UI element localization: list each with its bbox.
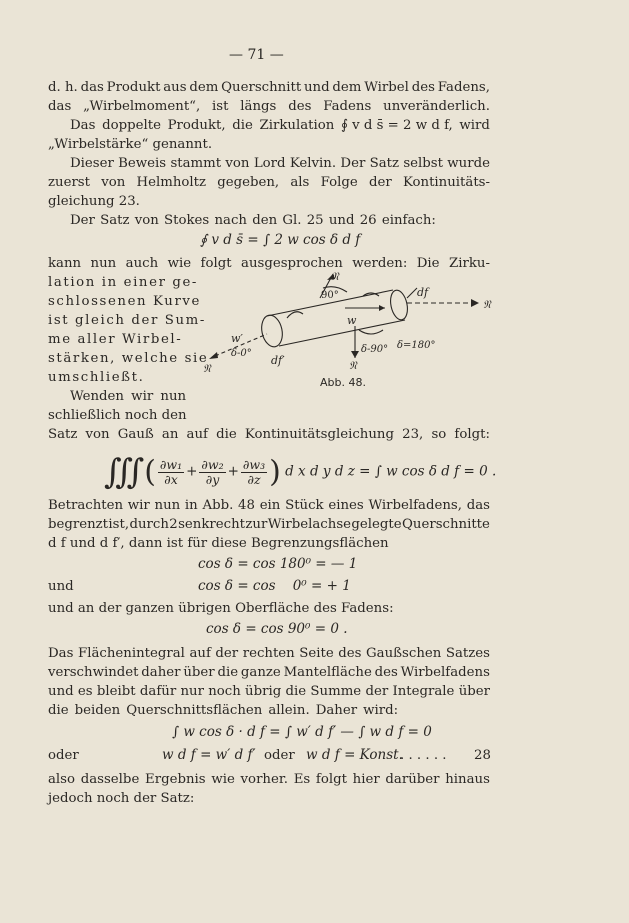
word: d. h. [48,80,78,95]
stokes-equation: ∮ v d s̄ = ∫ 2 w cos δ d f [200,232,361,248]
text-line: gleichung 23. [48,194,140,209]
text-line: schließlich noch den [48,408,187,423]
fraction: $\frac{\text{∂w₁}}{\partial x}$ [159,456,183,487]
text-line [48,98,490,115]
word: bleibt [96,684,136,699]
word: also [48,772,76,787]
word: Dieser [70,156,114,171]
word: die [217,665,239,680]
word: und [303,80,330,95]
text-line: stärken, welche sie [48,351,209,366]
text-line [48,426,490,443]
word: nur [180,684,204,699]
word: folgt [315,772,347,787]
word: Wirbelachse [267,517,352,532]
text-line: „Wirbelstärke“ genannt. [48,137,213,152]
word: Stück [285,498,324,513]
label-delta90: δ-90° [361,344,389,355]
leader-dots: . . . . . . [400,748,447,763]
label-delta180: δ=180° [397,340,436,351]
label-df-prime: df′ [271,354,285,367]
vortex-tube-figure [195,268,495,373]
oder-word: oder [264,748,295,763]
integral-difference-equation: ∫ w cos δ · d f = ∫ w′ d f′ — ∫ w d f = 0 [172,724,432,740]
word: Daher [315,703,358,718]
word: wird [459,118,490,133]
word: rechten [242,646,295,661]
word: folgt [200,256,232,271]
word: nun [154,498,181,513]
word: Kelvin. [289,156,337,171]
text-line: ist gleich der Sum- [48,313,206,328]
text-line [48,174,490,191]
word: Kontinuitätsgleichung [244,427,394,442]
word: Kontinuitäts- [402,175,490,190]
word: begrenzt [48,517,109,532]
word: wir [127,498,150,513]
word: ausgesprochen [241,256,343,271]
tube-bottom-edge [279,320,405,346]
word: übrig [245,684,282,699]
word: auch [125,256,159,271]
gauss-rest: d x d y d z = ∫ w cos δ d f = 0 . [285,463,497,480]
word: die [216,427,237,442]
arrow-head [471,299,479,307]
word: auf [189,646,211,661]
wdf-equation: w d f = w′ d f′ [162,747,256,763]
word: dem [332,80,362,95]
word: Flächenintegral [77,646,185,661]
text-line: lation in einer ge- [48,275,199,290]
word: Betrachten [48,498,124,513]
plus-sign: + [227,463,239,480]
label-n-bottom: 𝔑 [349,359,357,372]
label-delta0: δ-0° [231,348,252,359]
word: Wirbel [364,80,409,95]
text-line [70,117,490,134]
word: Produkt, [167,118,226,133]
word: der [368,175,392,190]
word: ist [212,99,229,114]
word: wurde [447,156,490,171]
word: an [161,427,179,442]
word: Produkt [106,80,161,95]
plus-sign: + [186,463,198,480]
word: Das [70,118,96,133]
word: Abb. [202,498,234,513]
text-line [48,645,490,662]
paren-close: ) [269,454,281,490]
word: wie [211,772,235,787]
circulation-arc [287,312,303,318]
word: Wirbelfadens [400,665,490,680]
cos0-equation: cos δ = cos 0⁰ = + 1 [198,578,351,594]
word: von [85,427,110,442]
word: zuerst [48,175,90,190]
word: Es [293,772,311,787]
word: noch [208,684,241,699]
word: Folge [320,175,358,190]
word: Querschnitt [221,80,302,95]
word: ∮ v d s̄ = 2 w d f, [341,118,453,133]
word: ist, [108,517,130,532]
word: Seite [299,646,334,661]
label-angle90-top: 90° [321,290,339,301]
word: gegeben, [217,175,280,190]
fraction: $\frac{\text{∂w₂}}{\partial y}$ [201,456,224,487]
text-line: me aller Wirbel- [48,332,183,347]
word: folgt: [454,427,490,442]
word: wie [167,256,192,271]
word: Lord [253,156,286,171]
word: durch [129,517,169,532]
cos180-equation: cos δ = cos 180⁰ = — 1 [198,556,358,572]
word: unveränderlich. [383,99,490,114]
arrow-head [351,351,359,358]
paren-open: ( [144,454,156,490]
word: so [431,427,447,442]
word: dafür [139,684,177,699]
word: Ergebnis [145,772,206,787]
word: verschwindet [48,665,139,680]
word: der [215,646,239,661]
word: Mantelfläche [283,665,372,680]
word: die [285,684,307,699]
word: kann [48,256,82,271]
word: selbst [403,156,443,171]
word: in [184,498,198,513]
word: des [374,665,398,680]
right-cross-section [388,289,410,322]
word: zur [245,517,268,532]
word: allein. [268,703,310,718]
word: des [411,80,435,95]
text-line: schlossenen Kurve [48,294,201,309]
word: stammt [170,156,222,171]
equation-number: 28 [474,748,491,763]
arrow-head [379,305,385,311]
text-line: d f und d f′, dann ist für diese Begrenzungsflächen [48,536,389,551]
word: daher [141,665,181,680]
word: dasselbe [80,772,140,787]
text-line [48,79,490,96]
label-n-right: 𝔑 [483,298,491,311]
word: der [365,684,389,699]
word: werden: [352,256,408,271]
page-number: — 71 — [229,47,284,63]
gauss-equation [104,452,496,492]
text-line [70,155,490,172]
text-line [48,664,490,681]
word: wird: [363,703,399,718]
label-n-top: 𝔑 [331,270,339,283]
word: aus [163,80,187,95]
word: Der [340,156,366,171]
word: über [183,665,215,680]
word: Das [48,646,74,661]
word: Wirbelfadens, [368,498,462,513]
word: Querschnitte [402,517,490,532]
text-line [48,702,490,719]
word: Fadens, [437,80,490,95]
arrow-head [209,352,218,359]
word: 2 [169,517,178,532]
word: ein [259,498,281,513]
word: „Wirbelmoment“, [83,99,201,114]
word: Helmholtz [136,175,206,190]
label-w: w [347,314,357,327]
word: eines [328,498,364,513]
word: das [80,80,104,95]
word: auf [186,427,208,442]
word: 23, [402,427,424,442]
text-line [48,497,490,514]
word: über [458,684,490,699]
word: 48 [238,498,255,513]
word: es [77,684,93,699]
wdf-const-equation: w d f = Konst. [306,747,403,763]
word: beiden [74,703,121,718]
word: Fadens [323,99,372,114]
text-line: jedoch noch der Satz: [48,791,195,806]
df-leader [407,288,417,298]
text-line: und [48,579,74,594]
word: Integrale [392,684,455,699]
word: Summe [310,684,362,699]
fraction: $\frac{\text{∂w₃}}{\partial z}$ [242,456,266,487]
triple-integral: ∭ [104,452,139,492]
word: und [48,684,74,699]
word: das [466,498,490,513]
text-line: und an der ganzen übrigen Oberfläche des Fadens: [48,601,394,616]
word: vorher. [240,772,288,787]
word: von [225,156,250,171]
figure-caption: Abb. 48. [320,376,366,389]
text-line [48,683,490,700]
word: von [101,175,126,190]
word: darüber [385,772,440,787]
word: längs [240,99,277,114]
word: Querschnittsflächen [126,703,263,718]
word: Zirkulation [259,118,335,133]
word: hier [352,772,380,787]
word: des [288,99,312,114]
word: die [232,118,253,133]
cos90-equation: cos δ = cos 90⁰ = 0 . [206,621,348,637]
word: senkrecht [178,517,246,532]
text-line: umschließt. [48,370,145,385]
label-w-prime: w′ [231,332,243,345]
word: Gauß [117,427,154,442]
text-line: oder [48,748,79,763]
word: dem [189,80,219,95]
word: das [48,99,72,114]
text-line: Der Satz von Stokes nach den Gl. 25 und 26 einfach: [70,213,436,228]
word: nun [90,256,117,271]
angle-arc [359,330,383,334]
label-df: df [417,286,429,299]
word: Die [416,256,440,271]
word: Gaußschen [366,646,442,661]
label-n-left: 𝔑 [203,362,211,373]
word: hinaus [445,772,490,787]
word: als [290,175,310,190]
word: des [338,646,362,661]
text-line [48,516,490,533]
word: die [48,703,69,718]
text-line [48,771,490,788]
word: Satzes [445,646,490,661]
left-cross-section [259,313,285,348]
word: Beweis [118,156,167,171]
word: Zirku- [448,256,490,271]
word: doppelte [102,118,161,133]
text-line: Wenden wir nun [70,389,187,404]
word: gelegte [351,517,402,532]
word: Satz [369,156,400,171]
word: Satz [48,427,78,442]
word: ganze [240,665,281,680]
